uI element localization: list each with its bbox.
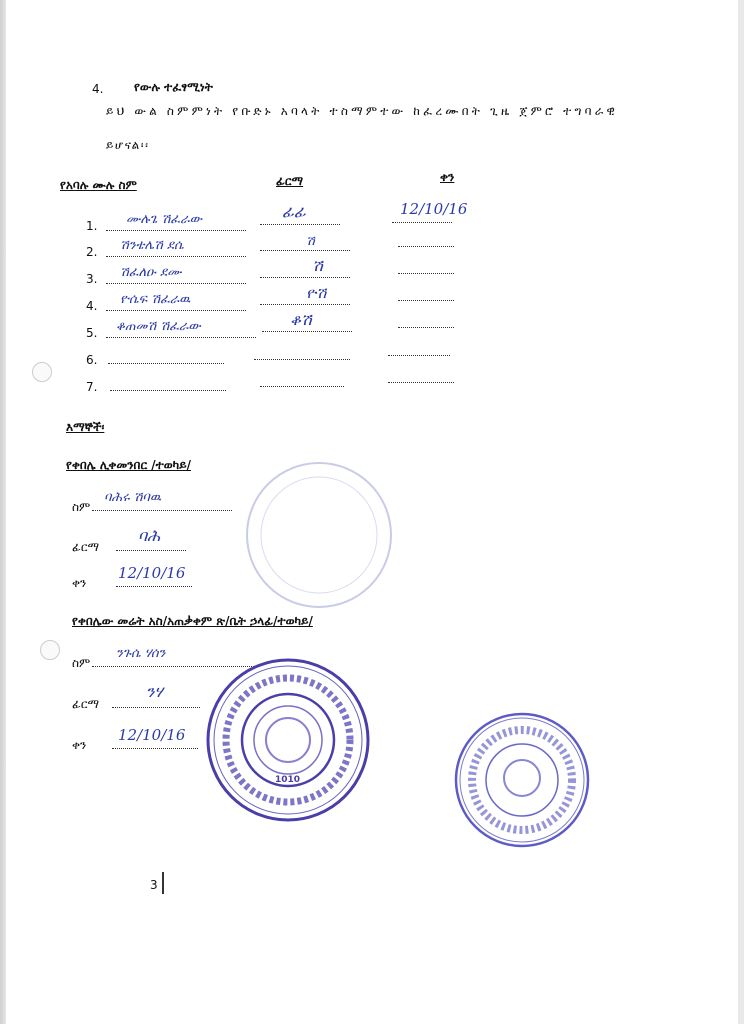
date-dotline — [388, 382, 454, 383]
member-name-handwritten: ሽፈለዑ ደሙ — [120, 265, 182, 280]
row-number: 1. — [86, 219, 98, 233]
chair-signature-label: ፊርማ — [72, 540, 100, 554]
section-text-line1: ይህ ውል ስምምነት የቡድኑ አባላት ተስማምተው ከፈረሙበት ጊዜ ጀምሮ ተግባራዊ — [106, 104, 619, 118]
header-signature: ፊርማ — [276, 174, 304, 188]
date-dotline — [398, 246, 454, 247]
signature-dotline — [260, 304, 350, 305]
section-text-line2: ይሆናል፡፡ — [106, 138, 150, 152]
member-signature: ፊፊ — [282, 202, 306, 221]
land-date-label: ቀን — [72, 738, 87, 752]
signature-dotline — [260, 250, 350, 251]
member-name-handwritten: ቆጠመሽ ሽፈራው — [116, 319, 201, 334]
member-signature: ዮሽ — [306, 284, 327, 302]
chair-date-label: ቀን — [72, 576, 87, 590]
punch-hole — [40, 640, 60, 660]
section-number: 4. — [92, 82, 104, 96]
page-number: 3 — [150, 878, 158, 892]
signature-dotline — [262, 331, 352, 332]
land-date-dotline — [112, 748, 198, 749]
chair-heading: የቀበሌ ሊቀመንበር /ተወካይ/ — [66, 458, 191, 472]
row-number: 7. — [86, 380, 98, 394]
name-dotline — [106, 337, 256, 338]
member-name-handwritten: ሙሉጌ ሽፈራው — [126, 212, 202, 227]
row-number: 2. — [86, 245, 98, 259]
land-signature-dotline — [112, 707, 200, 708]
official-seal-stamp — [200, 652, 380, 832]
land-signature: ንሃ — [146, 682, 163, 701]
chair-date: 12/10/16 — [118, 564, 186, 582]
header-member-name: የአባሉ ሙሉ ስም — [60, 178, 137, 192]
date-dotline — [392, 222, 452, 223]
punch-hole — [32, 362, 52, 382]
name-dotline — [106, 310, 246, 311]
faint-stamp — [234, 450, 404, 620]
date-dotline — [398, 273, 454, 274]
header-date: ቀን — [440, 170, 455, 184]
name-dotline — [106, 256, 246, 257]
date-dotline — [388, 355, 450, 356]
signature-dotline — [260, 224, 340, 225]
chair-name-label: ስም — [72, 500, 91, 514]
member-signature: ቆሽ — [290, 310, 312, 329]
witnesses-title: እማኞች፡ — [66, 420, 105, 434]
member-signature: ሽ — [306, 234, 315, 249]
chair-signature-dotline — [116, 550, 186, 551]
member-name-handwritten: ሽንቴሌሽ ደሴ — [120, 238, 184, 253]
page-number-mark — [162, 872, 164, 894]
chair-name-handwritten: ባሕሩ ሽባዉ — [104, 490, 162, 505]
row-number: 5. — [86, 326, 98, 340]
row-number: 6. — [86, 353, 98, 367]
document-page — [6, 0, 738, 1024]
signature-dotline — [260, 277, 350, 278]
date-dotline — [398, 327, 454, 328]
land-date: 12/10/16 — [118, 726, 186, 744]
name-dotline — [106, 230, 246, 231]
name-dotline — [106, 283, 246, 284]
land-office-heading: የቀበሌው መሬት አስ/አጠቃቀም ጽ/ቤት ኃላፊ/ተወካይ/ — [72, 614, 313, 628]
chair-date-dotline — [116, 586, 192, 587]
name-dotline — [110, 390, 226, 391]
row-number: 4. — [86, 299, 98, 313]
chair-name-dotline — [92, 510, 232, 511]
land-name-handwritten: ንጉሴ ሃሰን — [116, 646, 166, 661]
member-date: 12/10/16 — [400, 200, 468, 218]
name-dotline — [108, 363, 224, 364]
date-dotline — [398, 300, 454, 301]
section-title: የውሉ ተፈፃሚነት — [134, 80, 213, 94]
row-number: 3. — [86, 272, 98, 286]
land-name-label: ስም — [72, 656, 91, 670]
chair-signature: ባሕ — [138, 526, 161, 545]
member-name-handwritten: ዮሴፍ ሽፈራዉ — [120, 292, 191, 307]
signature-dotline — [254, 359, 350, 360]
land-signature-label: ፊርማ — [72, 697, 100, 711]
stamp-number: 1010 — [275, 775, 301, 785]
second-seal-stamp — [446, 708, 606, 858]
signature-dotline — [260, 386, 344, 387]
member-signature: ሽ — [312, 256, 323, 275]
